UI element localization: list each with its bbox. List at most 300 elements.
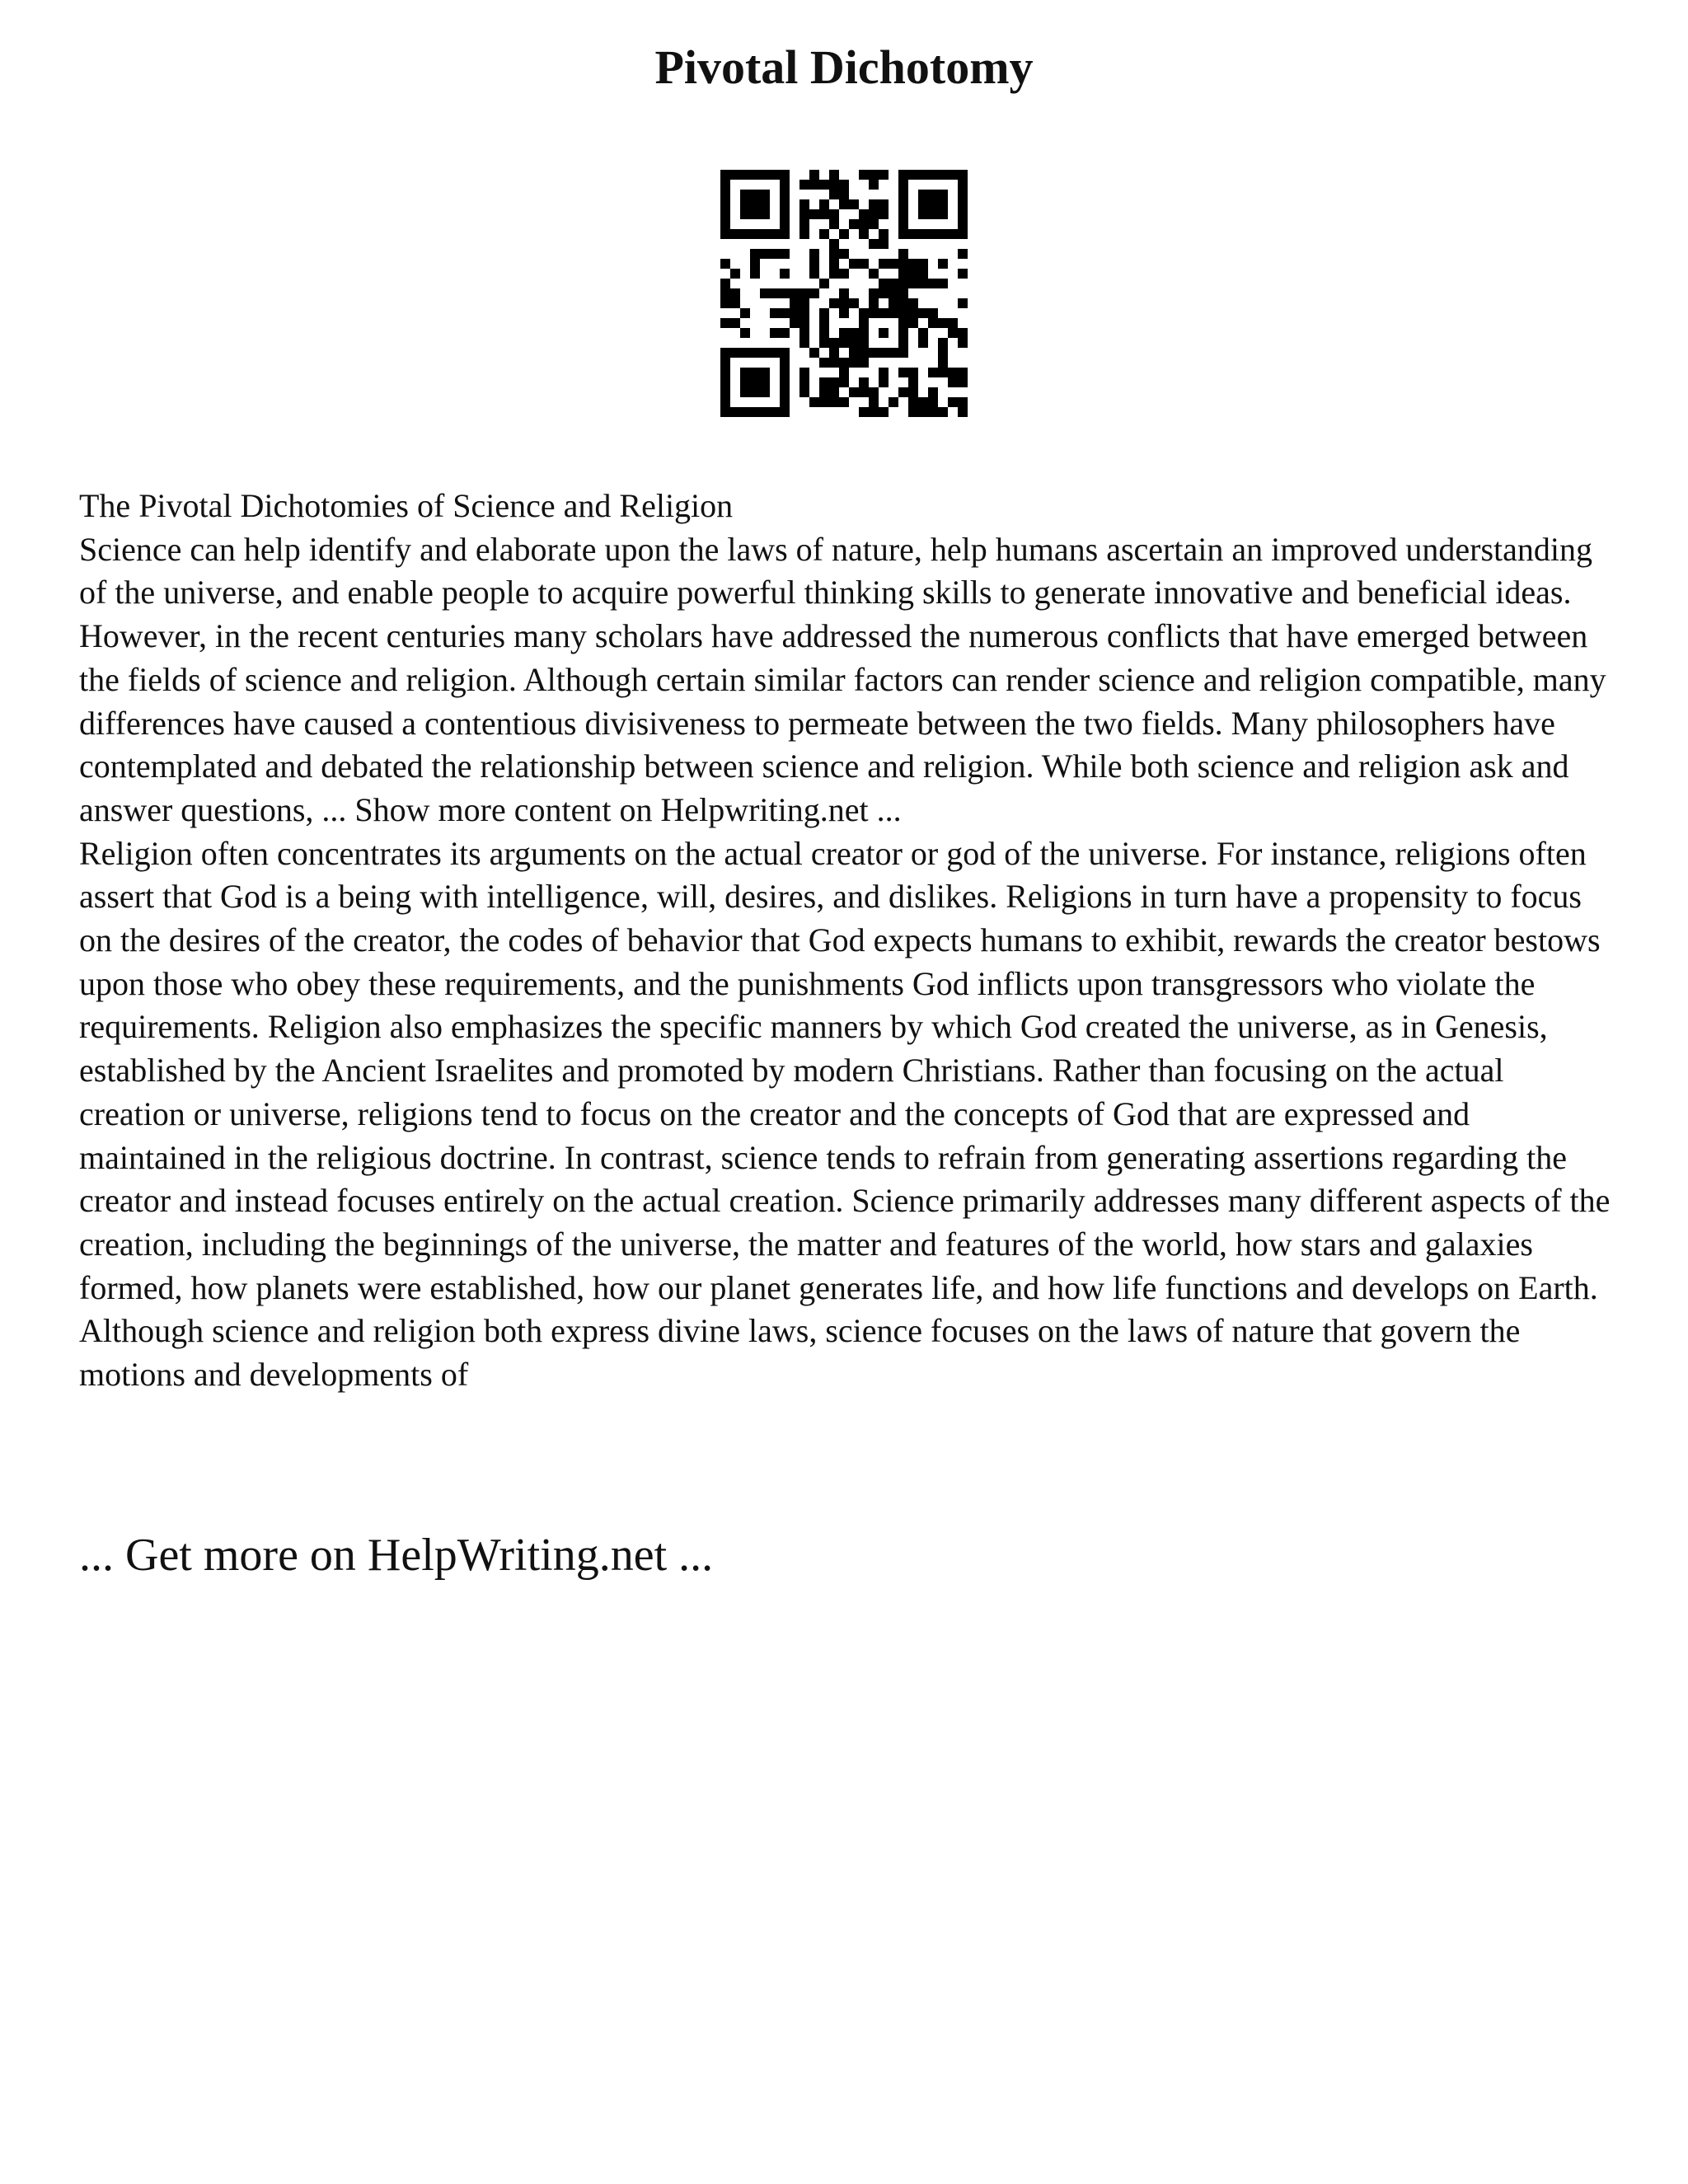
qr-module [898, 199, 908, 209]
qr-module [948, 229, 958, 239]
qr-module [948, 377, 958, 387]
qr-module [879, 279, 889, 288]
document-subtitle: The Pivotal Dichotomies of Science and Religion [79, 487, 734, 524]
qr-module [790, 288, 799, 298]
qr-module [799, 180, 809, 190]
qr-module [869, 170, 879, 180]
qr-module [869, 269, 879, 279]
qr-module [780, 377, 790, 387]
qr-module [780, 397, 790, 407]
page-title: Pivotal Dichotomy [654, 40, 1034, 94]
qr-module [760, 209, 770, 219]
qr-module [938, 348, 948, 358]
qr-module [958, 229, 968, 239]
qr-module [809, 348, 819, 358]
qr-module [780, 328, 790, 338]
qr-module [849, 348, 859, 358]
qr-module [859, 338, 869, 348]
qr-module [740, 328, 750, 338]
qr-module [770, 288, 780, 298]
qr-module [879, 328, 889, 338]
qr-module [829, 239, 839, 249]
qr-code-icon [720, 170, 968, 417]
qr-module [780, 407, 790, 417]
qr-module [819, 318, 829, 328]
qr-module [928, 199, 938, 209]
qr-module [740, 190, 750, 199]
qr-module [750, 368, 760, 377]
qr-module [819, 397, 829, 407]
qr-module [740, 348, 750, 358]
qr-module [799, 229, 809, 239]
qr-module [839, 229, 849, 239]
qr-module [720, 298, 730, 308]
qr-module [780, 209, 790, 219]
qr-module [918, 407, 928, 417]
qr-module [938, 209, 948, 219]
qr-module [839, 180, 849, 190]
qr-module [879, 288, 889, 298]
qr-module [918, 279, 928, 288]
qr-module [908, 298, 918, 308]
qr-code-graphic [720, 170, 968, 417]
qr-module [720, 229, 730, 239]
qr-module [958, 328, 968, 338]
qr-module [869, 308, 879, 318]
qr-module [780, 348, 790, 358]
qr-module [819, 387, 829, 397]
qr-module [780, 308, 790, 318]
qr-module [869, 219, 879, 229]
qr-module [780, 288, 790, 298]
qr-module [799, 298, 809, 308]
body-paragraph-1: Science can help identify and elaborate upon the laws of nature, help humans ascertain an improved understanding of the universe, and enable people to acquire powerful thinking skills to generate innovative and beneficial ideas. However, in the recent centuries many scholars have addressed the numerous conflicts that have emerged between the fields of science and religion. Although certain similar factors can render science and religion compatible, many differences have caused a contentious divisiveness to permeate between the two fields. Many philosophers have contemplated and debated the relationship between science and religion. While both science and religion ask and answer questions, ... Show more content on Helpwriting.net ... [79, 530, 1606, 828]
qr-module [869, 209, 879, 219]
qr-module [720, 190, 730, 199]
qr-module [898, 288, 908, 298]
qr-module [918, 209, 928, 219]
qr-module [829, 209, 839, 219]
qr-module [889, 397, 898, 407]
qr-module [839, 249, 849, 259]
qr-module [879, 308, 889, 318]
qr-module [829, 249, 839, 259]
qr-module [948, 328, 958, 338]
qr-module [799, 368, 809, 377]
qr-module [889, 279, 898, 288]
qr-module [730, 269, 740, 279]
qr-module [928, 397, 938, 407]
qr-module [720, 180, 730, 190]
qr-module [780, 199, 790, 209]
qr-module [859, 259, 869, 269]
qr-module [760, 229, 770, 239]
qr-module [869, 199, 879, 209]
qr-module [750, 407, 760, 417]
qr-module [898, 387, 908, 397]
qr-module [799, 377, 809, 387]
qr-module [750, 190, 760, 199]
qr-module [740, 377, 750, 387]
qr-module [740, 407, 750, 417]
qr-module [928, 318, 938, 328]
qr-module [859, 407, 869, 417]
qr-module [869, 180, 879, 190]
qr-module [958, 269, 968, 279]
qr-module [938, 259, 948, 269]
qr-module [849, 387, 859, 397]
qr-module [898, 269, 908, 279]
qr-module [918, 190, 928, 199]
qr-module [908, 259, 918, 269]
qr-module [898, 249, 908, 259]
qr-module [898, 338, 908, 348]
qr-module [839, 269, 849, 279]
qr-module [829, 269, 839, 279]
qr-module [760, 407, 770, 417]
qr-module [829, 338, 839, 348]
qr-module [958, 199, 968, 209]
qr-module [799, 199, 809, 209]
qr-module [720, 209, 730, 219]
qr-module [938, 318, 948, 328]
qr-module [849, 338, 859, 348]
qr-module [720, 318, 730, 328]
qr-module [948, 318, 958, 328]
qr-module [898, 328, 908, 338]
qr-module [809, 288, 819, 298]
qr-module [908, 308, 918, 318]
qr-module [730, 288, 740, 298]
qr-module [918, 229, 928, 239]
qr-module [799, 288, 809, 298]
qr-module [918, 170, 928, 180]
qr-module [829, 190, 839, 199]
qr-module [879, 170, 889, 180]
qr-module [928, 407, 938, 417]
qr-module [760, 288, 770, 298]
qr-module [819, 338, 829, 348]
qr-module [760, 170, 770, 180]
qr-module [938, 338, 948, 348]
qr-module [938, 358, 948, 368]
qr-module [780, 170, 790, 180]
qr-module [928, 279, 938, 288]
document-body [79, 485, 1612, 1397]
qr-module [809, 269, 819, 279]
qr-module [898, 279, 908, 288]
qr-module [740, 209, 750, 219]
qr-module [928, 209, 938, 219]
qr-module [750, 377, 760, 387]
qr-module [938, 368, 948, 377]
qr-module [780, 269, 790, 279]
qr-module [859, 209, 869, 219]
qr-module [809, 259, 819, 269]
qr-module [819, 358, 829, 368]
qr-module [770, 170, 780, 180]
qr-module [869, 239, 879, 249]
qr-module [839, 199, 849, 209]
qr-module [908, 397, 918, 407]
qr-module [829, 348, 839, 358]
qr-module [750, 387, 760, 397]
qr-module [938, 407, 948, 417]
qr-module [829, 298, 839, 308]
qr-module [839, 377, 849, 387]
qr-module [790, 298, 799, 308]
qr-module [859, 348, 869, 358]
qr-module [908, 170, 918, 180]
qr-module [839, 190, 849, 199]
qr-module [780, 229, 790, 239]
qr-module [799, 338, 809, 348]
qr-module [958, 219, 968, 229]
qr-module [730, 170, 740, 180]
qr-module [829, 180, 839, 190]
qr-module [720, 279, 730, 288]
qr-module [938, 229, 948, 239]
qr-module [958, 377, 968, 387]
qr-module [740, 308, 750, 318]
qr-module [879, 377, 889, 387]
qr-module [908, 229, 918, 239]
qr-module [839, 397, 849, 407]
qr-module [928, 308, 938, 318]
qr-module [908, 377, 918, 387]
qr-module [889, 348, 898, 358]
qr-module [869, 288, 879, 298]
qr-module [879, 368, 889, 377]
qr-module [859, 229, 869, 239]
qr-module [740, 368, 750, 377]
qr-module [750, 209, 760, 219]
qr-module [809, 397, 819, 407]
qr-module [898, 308, 908, 318]
qr-module [799, 387, 809, 397]
qr-module [918, 199, 928, 209]
qr-module [829, 358, 839, 368]
qr-module [760, 387, 770, 397]
qr-module [829, 170, 839, 180]
qr-module [869, 387, 879, 397]
qr-module [790, 318, 799, 328]
qr-module [720, 348, 730, 358]
qr-module [819, 377, 829, 387]
qr-module [780, 219, 790, 229]
qr-module [918, 397, 928, 407]
qr-module [958, 170, 968, 180]
qr-module [819, 180, 829, 190]
qr-module [879, 199, 889, 209]
qr-module [720, 199, 730, 209]
qr-module [898, 348, 908, 358]
qr-module [770, 328, 780, 338]
qr-module [928, 368, 938, 377]
qr-module [898, 259, 908, 269]
qr-module [948, 170, 958, 180]
qr-module [750, 199, 760, 209]
qr-module [958, 397, 968, 407]
qr-module [898, 298, 908, 308]
qr-module [859, 377, 869, 387]
qr-module [938, 170, 948, 180]
qr-module [918, 269, 928, 279]
qr-module [958, 338, 968, 348]
qr-module [839, 308, 849, 318]
qr-module [928, 190, 938, 199]
qr-module [859, 219, 869, 229]
qr-module [839, 328, 849, 338]
qr-module [799, 219, 809, 229]
qr-module [720, 358, 730, 368]
qr-module [859, 318, 869, 328]
qr-module [760, 368, 770, 377]
qr-module [859, 358, 869, 368]
qr-module [839, 358, 849, 368]
qr-module [869, 348, 879, 358]
qr-module [918, 328, 928, 338]
get-more-link[interactable]: ... Get more on HelpWriting.net ... [79, 1530, 714, 1581]
qr-module [799, 308, 809, 318]
qr-module [770, 308, 780, 318]
qr-module [819, 279, 829, 288]
qr-module [898, 318, 908, 328]
qr-module [928, 170, 938, 180]
qr-module [760, 199, 770, 209]
qr-module [829, 219, 839, 229]
qr-module [720, 288, 730, 298]
qr-module [849, 199, 859, 209]
qr-module [819, 328, 829, 338]
qr-module [780, 387, 790, 397]
qr-module [859, 328, 869, 338]
qr-module [849, 328, 859, 338]
qr-module [859, 170, 869, 180]
qr-module [750, 170, 760, 180]
qr-module [898, 170, 908, 180]
qr-module [799, 209, 809, 219]
qr-module [958, 298, 968, 308]
qr-module [898, 190, 908, 199]
qr-module [819, 229, 829, 239]
qr-module [809, 170, 819, 180]
qr-module [958, 407, 968, 417]
qr-module [849, 358, 859, 368]
qr-module [898, 180, 908, 190]
qr-module [958, 368, 968, 377]
qr-module [770, 348, 780, 358]
qr-module [720, 259, 730, 269]
qr-module [908, 318, 918, 328]
qr-module [958, 180, 968, 190]
qr-module [780, 249, 790, 259]
qr-module [780, 190, 790, 199]
qr-module [760, 190, 770, 199]
qr-module [760, 348, 770, 358]
qr-module [849, 259, 859, 269]
qr-module [839, 298, 849, 308]
qr-module [780, 180, 790, 190]
qr-module [750, 269, 760, 279]
qr-module [720, 170, 730, 180]
qr-module [879, 209, 889, 219]
qr-module [740, 387, 750, 397]
qr-module [819, 199, 829, 209]
qr-module [790, 308, 799, 318]
qr-module [770, 249, 780, 259]
qr-module [898, 368, 908, 377]
qr-module [859, 308, 869, 318]
qr-module [829, 259, 839, 269]
qr-module [879, 348, 889, 358]
qr-module [819, 209, 829, 219]
qr-module [869, 397, 879, 407]
qr-module [938, 190, 948, 199]
qr-module [730, 298, 740, 308]
qr-module [809, 180, 819, 190]
qr-module [958, 249, 968, 259]
qr-module [918, 259, 928, 269]
qr-module [898, 219, 908, 229]
qr-module [780, 358, 790, 368]
qr-module [889, 288, 898, 298]
qr-module [839, 338, 849, 348]
qr-module [809, 249, 819, 259]
qr-module [809, 209, 819, 219]
qr-module [720, 387, 730, 397]
qr-module [839, 288, 849, 298]
qr-module [730, 348, 740, 358]
qr-module [750, 348, 760, 358]
qr-module [869, 298, 879, 308]
qr-module [958, 209, 968, 219]
qr-module [918, 338, 928, 348]
qr-module [730, 318, 740, 328]
qr-module [938, 199, 948, 209]
qr-module [730, 407, 740, 417]
qr-module [918, 308, 928, 318]
qr-module [750, 259, 760, 269]
qr-module [908, 407, 918, 417]
qr-module [908, 368, 918, 377]
qr-module [898, 229, 908, 239]
qr-module [799, 328, 809, 338]
qr-module [720, 219, 730, 229]
qr-module [879, 259, 889, 269]
qr-module [958, 190, 968, 199]
qr-module [839, 368, 849, 377]
qr-module [849, 298, 859, 308]
qr-module [770, 229, 780, 239]
qr-module [879, 239, 889, 249]
qr-module [928, 387, 938, 397]
qr-module [720, 397, 730, 407]
qr-module [928, 229, 938, 239]
qr-module [740, 199, 750, 209]
qr-module [760, 249, 770, 259]
qr-module [898, 209, 908, 219]
qr-module [879, 407, 889, 417]
qr-module [740, 170, 750, 180]
qr-module [730, 229, 740, 239]
qr-module [889, 308, 898, 318]
qr-module [720, 368, 730, 377]
body-paragraph-2: Religion often concentrates its arguments on the actual creator or god of the universe. For instance, religions often assert that God is a being with intelligence, will, desires, and dislikes. Religions in turn have a propensity to focus on the desires of the creator, the codes of behavior that God expects humans to exhibit, rewards the creator bestows upon those who obey these requirements, and the punishments God inflicts upon transgressors who violate the requirements. Religion also emphasizes the specific manners by which God created the universe, as in Genesis, established by the Ancient Israelites and promoted by modern Christians. Rather than focusing on the actual creation or universe, religions tend to focus on the creator and the concepts of God that are expressed and maintained in the religious doctrine. In contrast, science tends to refrain from generating assertions regarding the creator and instead focuses entirely on the actual creation. Science primarily addresses many different aspects of the creation, including the beginnings of the universe, the matter and features of the world, how stars and galaxies formed, how planets were established, how our planet generates life, and how life functions and develops on Earth. Although science and religion both express divine laws, science focuses on the laws of nature that govern the motions and developments of [79, 834, 1611, 1394]
qr-module [879, 229, 889, 239]
qr-module [859, 387, 869, 397]
qr-module [829, 377, 839, 387]
